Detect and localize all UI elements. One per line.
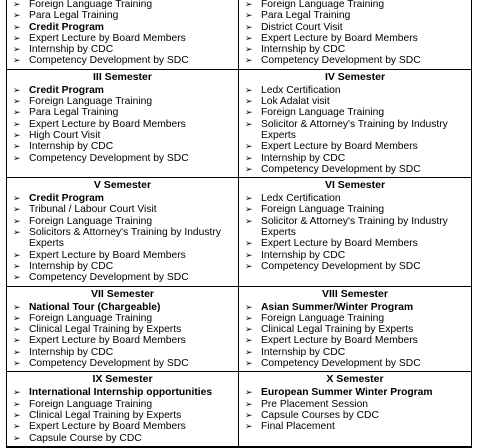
list-item [245, 0, 471, 10]
list-item-text: Competency Development by SDC [29, 55, 189, 67]
list-item-text: Foreign Language Training [29, 215, 153, 227]
semester-cell [7, 372, 239, 446]
list-item-text: Expert Lecture by Board Members [29, 249, 186, 261]
arrow-bullet-icon: ➢ [13, 358, 21, 369]
arrow-bullet-icon: ➢ [13, 96, 21, 107]
list-item-text: Pre Placement Session [261, 398, 369, 410]
list-item [245, 358, 471, 369]
list-item [13, 324, 238, 335]
arrow-bullet-icon: ➢ [13, 312, 21, 323]
list-item-text: Tribunal / Labour Court Visit [29, 204, 157, 216]
list-item-text: Competency Development by SDC [261, 260, 421, 272]
list-item [13, 387, 238, 398]
activity-list [7, 302, 238, 370]
list-item [13, 335, 238, 346]
list-item [13, 347, 238, 358]
list-item [245, 324, 471, 335]
arrow-bullet-icon: ➢ [245, 421, 253, 432]
list-item [245, 141, 471, 152]
list-item [245, 238, 471, 249]
list-item [13, 261, 238, 272]
list-item-text: Expert Lecture by Board Members [29, 335, 186, 347]
semester-table [6, 0, 472, 448]
semester-title: V Semester [93, 179, 152, 192]
list-item [245, 250, 471, 261]
list-item [245, 33, 471, 44]
list-item-text: Expert Lecture by Board Members [261, 141, 418, 153]
list-item-text: Lok Adalat visit [261, 96, 330, 108]
list-item [13, 130, 238, 141]
list-item-text: Credit Program [29, 193, 104, 205]
activity-list [7, 193, 238, 283]
arrow-bullet-icon: ➢ [245, 55, 253, 66]
list-item-text: Internship by CDC [29, 44, 114, 56]
arrow-bullet-icon: ➢ [245, 215, 253, 226]
arrow-bullet-icon: ➢ [13, 204, 21, 215]
list-item-text: Foreign Language Training [29, 96, 153, 108]
list-item-text: Expert Lecture by Board Members [261, 335, 418, 347]
list-item [13, 153, 238, 164]
list-item [13, 216, 238, 227]
activity-list [7, 387, 238, 443]
list-item-text: Foreign Language Training [29, 398, 153, 410]
list-item [13, 410, 238, 421]
list-item-text: Foreign Language Training [261, 312, 385, 324]
arrow-bullet-icon: ➢ [13, 346, 21, 357]
arrow-bullet-icon: ➢ [245, 107, 253, 118]
arrow-bullet-icon: ➢ [245, 96, 253, 107]
list-item [13, 227, 238, 250]
semester-cell [7, 70, 239, 178]
arrow-bullet-icon: ➢ [13, 55, 21, 66]
arrow-bullet-icon: ➢ [245, 249, 253, 260]
arrow-bullet-icon: ➢ [13, 21, 21, 32]
list-item-text: Internship by CDC [261, 152, 346, 164]
list-item-text: District Court Visit [261, 21, 343, 33]
semester-title: X Semester [326, 373, 384, 386]
arrow-bullet-icon: ➢ [245, 163, 253, 174]
list-item-text: Foreign Language Training [29, 312, 153, 324]
list-item [245, 44, 471, 55]
list-item [245, 96, 471, 107]
arrow-bullet-icon: ➢ [245, 84, 253, 95]
semester-cell [239, 70, 471, 178]
list-item-text: Foreign Language Training [261, 107, 385, 119]
activity-list [239, 302, 471, 370]
arrow-bullet-icon: ➢ [245, 10, 253, 21]
arrow-bullet-icon: ➢ [13, 129, 21, 140]
list-item [245, 85, 471, 96]
list-item-text: Competency Development by SDC [261, 358, 421, 370]
semester-cell [239, 0, 471, 70]
activity-list [239, 0, 471, 67]
list-item [245, 399, 471, 410]
semester-cell [7, 0, 239, 70]
list-item [245, 313, 471, 324]
list-item-text: Internship by CDC [29, 260, 114, 272]
arrow-bullet-icon: ➢ [13, 260, 21, 271]
list-item [13, 55, 238, 66]
list-item-text: Ledx Certification [261, 193, 341, 205]
list-item-text: Competency Development by SDC [29, 358, 189, 370]
list-item-text: Solicitors & Attorney's Training by Industry Experts [29, 227, 221, 250]
semester-cell [239, 287, 471, 373]
list-item-text: Para Legal Training [261, 10, 351, 22]
list-item-text: Final Placement [261, 421, 335, 433]
arrow-bullet-icon: ➢ [13, 141, 21, 152]
list-item-text: Internship by CDC [29, 141, 114, 153]
arrow-bullet-icon: ➢ [245, 409, 253, 420]
list-item-text: Expert Lecture by Board Members [29, 32, 186, 44]
arrow-bullet-icon: ➢ [13, 421, 21, 432]
list-item-text: Expert Lecture by Board Members [261, 238, 418, 250]
list-item [13, 96, 238, 107]
arrow-bullet-icon: ➢ [245, 387, 253, 398]
arrow-bullet-icon: ➢ [245, 346, 253, 357]
list-item-text: Ledx Certification [261, 84, 341, 96]
arrow-bullet-icon: ➢ [245, 21, 253, 32]
list-item [245, 22, 471, 33]
list-item [13, 272, 238, 283]
list-item-text: Clinical Legal Training by Experts [29, 324, 182, 336]
activity-list [239, 387, 471, 432]
arrow-bullet-icon: ➢ [245, 398, 253, 409]
arrow-bullet-icon: ➢ [13, 409, 21, 420]
activity-list [7, 0, 238, 67]
list-item [13, 107, 238, 118]
arrow-bullet-icon: ➢ [13, 107, 21, 118]
list-item-text: Foreign Language Training [29, 0, 153, 10]
list-item-text: Internship by CDC [29, 346, 114, 358]
list-item-text: Competency Development by SDC [29, 152, 189, 164]
semester-title: VII Semester [90, 287, 155, 300]
list-item [245, 421, 471, 432]
arrow-bullet-icon: ➢ [13, 432, 21, 443]
list-item-text: Clinical Legal Training by Experts [29, 409, 182, 421]
list-item [245, 387, 471, 398]
list-item-text: Internship by CDC [261, 249, 346, 261]
arrow-bullet-icon: ➢ [13, 44, 21, 55]
arrow-bullet-icon: ➢ [245, 312, 253, 323]
list-item-text: Capsule Courses by CDC [261, 409, 379, 421]
list-item [245, 119, 471, 142]
list-item [13, 119, 238, 130]
arrow-bullet-icon: ➢ [245, 0, 253, 9]
list-item-text: Competency Development by SDC [261, 163, 421, 175]
list-item [245, 302, 471, 313]
arrow-bullet-icon: ➢ [13, 152, 21, 163]
arrow-bullet-icon: ➢ [13, 335, 21, 346]
list-item [245, 335, 471, 346]
list-item-text: International Internship opportunities [29, 387, 213, 399]
semester-title: VIII Semester [322, 287, 388, 300]
arrow-bullet-icon: ➢ [13, 398, 21, 409]
list-item-text: Clinical Legal Training by Experts [261, 324, 414, 336]
semester-cell [239, 372, 471, 446]
list-item [13, 193, 238, 204]
list-item-text: Expert Lecture by Board Members [261, 32, 418, 44]
arrow-bullet-icon: ➢ [245, 335, 253, 346]
list-item-text: Credit Program [29, 84, 104, 96]
activity-list [239, 85, 471, 175]
list-item [13, 85, 238, 96]
list-item-text: Para Legal Training [29, 10, 119, 22]
arrow-bullet-icon: ➢ [13, 215, 21, 226]
semester-title: IX Semester [92, 373, 153, 386]
arrow-bullet-icon: ➢ [245, 118, 253, 129]
arrow-bullet-icon: ➢ [245, 260, 253, 271]
semester-cell [7, 287, 239, 373]
arrow-bullet-icon: ➢ [13, 118, 21, 129]
list-item [245, 193, 471, 204]
arrow-bullet-icon: ➢ [13, 249, 21, 260]
arrow-bullet-icon: ➢ [13, 193, 21, 204]
list-item [245, 107, 471, 118]
semester-title: III Semester [93, 70, 152, 83]
list-item [13, 250, 238, 261]
activity-list [7, 85, 238, 164]
arrow-bullet-icon: ➢ [13, 324, 21, 335]
semester-title: IV Semester [324, 70, 386, 83]
list-item [13, 313, 238, 324]
list-item-text: Internship by CDC [261, 346, 346, 358]
list-item [245, 216, 471, 239]
list-item-text: Para Legal Training [29, 107, 119, 119]
arrow-bullet-icon: ➢ [13, 227, 21, 238]
list-item-text: Competency Development by SDC [261, 55, 421, 67]
list-item-text: Credit Program [29, 21, 104, 33]
list-item [245, 10, 471, 21]
list-item [245, 55, 471, 66]
arrow-bullet-icon: ➢ [13, 301, 21, 312]
list-item-text: Competency Development by SDC [29, 272, 189, 284]
arrow-bullet-icon: ➢ [245, 204, 253, 215]
list-item [13, 33, 238, 44]
list-item-text: Foreign Language Training [261, 204, 385, 216]
list-item [245, 410, 471, 421]
list-item-text: Expert Lecture by Board Members [29, 118, 186, 130]
arrow-bullet-icon: ➢ [245, 152, 253, 163]
list-item [13, 433, 238, 444]
list-item [13, 358, 238, 369]
list-item-text: National Tour (Chargeable) [29, 301, 161, 313]
arrow-bullet-icon: ➢ [245, 32, 253, 43]
arrow-bullet-icon: ➢ [13, 272, 21, 283]
list-item [13, 399, 238, 410]
list-item [245, 153, 471, 164]
list-item [13, 44, 238, 55]
list-item-text: Expert Lecture by Board Members [29, 421, 186, 433]
list-item [13, 22, 238, 33]
list-item-text: High Court Visit [29, 129, 101, 141]
list-item-text: Foreign Language Training [261, 0, 385, 10]
arrow-bullet-icon: ➢ [245, 193, 253, 204]
list-item-text: Capsule Course by CDC [29, 432, 142, 444]
list-item [245, 204, 471, 215]
semester-title: VI Semester [324, 179, 386, 192]
arrow-bullet-icon: ➢ [245, 324, 253, 335]
semester-cell [239, 178, 471, 286]
list-item [13, 421, 238, 432]
arrow-bullet-icon: ➢ [245, 358, 253, 369]
arrow-bullet-icon: ➢ [245, 301, 253, 312]
list-item [13, 302, 238, 313]
list-item [245, 164, 471, 175]
arrow-bullet-icon: ➢ [13, 32, 21, 43]
list-item-text: Solicitor & Attorney's Training by Industry Experts [261, 215, 448, 239]
list-item [245, 261, 471, 272]
semester-cell [7, 178, 239, 286]
list-item-text: Solicitor & Attorney's Training by Industry Experts [261, 118, 448, 141]
arrow-bullet-icon: ➢ [245, 238, 253, 249]
arrow-bullet-icon: ➢ [13, 84, 21, 95]
list-item [13, 0, 238, 10]
list-item-text: Internship by CDC [261, 44, 346, 56]
arrow-bullet-icon: ➢ [13, 0, 21, 9]
list-item-text: European Summer Winter Program [261, 387, 433, 399]
activity-list [239, 193, 471, 272]
arrow-bullet-icon: ➢ [245, 44, 253, 55]
arrow-bullet-icon: ➢ [13, 387, 21, 398]
arrow-bullet-icon: ➢ [245, 141, 253, 152]
arrow-bullet-icon: ➢ [13, 10, 21, 21]
list-item [13, 141, 238, 152]
list-item-text: Asian Summer/Winter Program [261, 301, 414, 313]
list-item [245, 347, 471, 358]
list-item [13, 10, 238, 21]
list-item [13, 204, 238, 215]
